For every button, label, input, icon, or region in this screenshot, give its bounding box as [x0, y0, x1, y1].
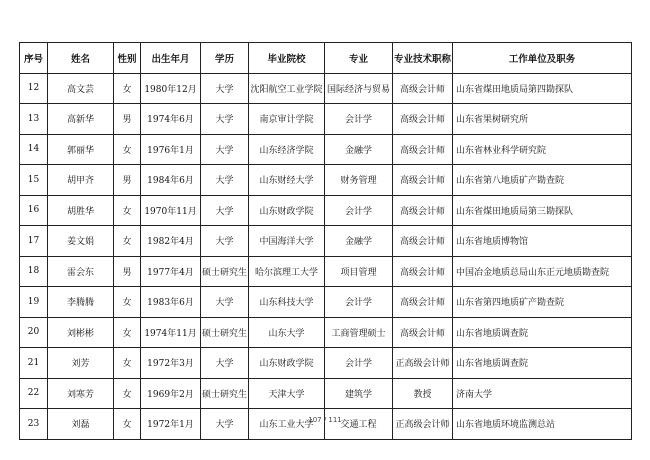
gender-cell: 男: [114, 104, 141, 135]
title-cell: 高级会计师: [393, 195, 453, 226]
name-cell: 高文芸: [48, 73, 114, 104]
column-header-birth: 出生年月: [141, 43, 201, 74]
table-body: [20, 73, 632, 439]
title-cell: 高级会计师: [393, 134, 453, 165]
header-row: [20, 43, 632, 74]
education-cell: 大学: [201, 134, 249, 165]
title-cell: 高级会计师: [393, 73, 453, 104]
birth-cell: 1974年11月: [141, 317, 201, 348]
title-cell: 高级会计师: [393, 226, 453, 257]
name-cell: 胡甲齐: [48, 165, 114, 196]
gender-cell: 女: [114, 287, 141, 318]
table-row: [20, 287, 632, 318]
education-cell: 大学: [201, 165, 249, 196]
table-row: [20, 104, 632, 135]
workplace-cell: 中国冶金地质总局山东正元地质勘查院: [453, 256, 632, 287]
major-cell: 会计学: [325, 104, 393, 135]
title-cell: 高级会计师: [393, 165, 453, 196]
name-cell: 胡胜华: [48, 195, 114, 226]
workplace-cell: 山东省地质调查院: [453, 348, 632, 379]
birth-cell: 1982年4月: [141, 226, 201, 257]
birth-cell: 1980年12月: [141, 73, 201, 104]
major-cell: 建筑学: [325, 378, 393, 409]
workplace-cell: 山东省地质环境监测总站: [453, 409, 632, 440]
seq-cell: 16: [20, 195, 48, 226]
birth-cell: 1984年6月: [141, 165, 201, 196]
table-row: [20, 226, 632, 257]
name-cell: 刘彬彬: [48, 317, 114, 348]
name-cell: 姜文娟: [48, 226, 114, 257]
gender-cell: 女: [114, 317, 141, 348]
major-cell: 会计学: [325, 348, 393, 379]
name-cell: 刘寒芳: [48, 378, 114, 409]
table-row: [20, 73, 632, 104]
column-header-name: 姓名: [48, 43, 114, 74]
column-header-school: 毕业院校: [249, 43, 325, 74]
column-header-workplace: 工作单位及职务: [453, 43, 632, 74]
title-cell: 正高级会计师: [393, 409, 453, 440]
title-cell: 正高级会计师: [393, 348, 453, 379]
seq-cell: 13: [20, 104, 48, 135]
seq-cell: 21: [20, 348, 48, 379]
major-cell: 国际经济与贸易: [325, 73, 393, 104]
major-cell: 会计学: [325, 195, 393, 226]
gender-cell: 女: [114, 348, 141, 379]
table-row: [20, 134, 632, 165]
school-cell: 中国海洋大学: [249, 226, 325, 257]
major-cell: 金融学: [325, 226, 393, 257]
school-cell: 山东工业大学: [249, 409, 325, 440]
education-cell: 大学: [201, 348, 249, 379]
major-cell: 会计学: [325, 287, 393, 318]
column-header-gender: 性别: [114, 43, 141, 74]
table-row: [20, 378, 632, 409]
workplace-cell: 山东省林业科学研究院: [453, 134, 632, 165]
gender-cell: 男: [114, 256, 141, 287]
table-row: [20, 256, 632, 287]
seq-cell: 14: [20, 134, 48, 165]
seq-cell: 22: [20, 378, 48, 409]
seq-cell: 23: [20, 409, 48, 440]
column-header-education: 学历: [201, 43, 249, 74]
education-cell: 大学: [201, 287, 249, 318]
workplace-cell: 山东省地质博物馆: [453, 226, 632, 257]
seq-cell: 19: [20, 287, 48, 318]
title-cell: 高级会计师: [393, 287, 453, 318]
table-row: [20, 317, 632, 348]
table-row: [20, 195, 632, 226]
gender-cell: 男: [114, 165, 141, 196]
column-header-major: 专业: [325, 43, 393, 74]
gender-cell: 女: [114, 134, 141, 165]
column-header-title: 专业技术职称: [393, 43, 453, 74]
workplace-cell: 山东省第四地质矿产勘查院: [453, 287, 632, 318]
name-cell: 刘磊: [48, 409, 114, 440]
education-cell: 大学: [201, 409, 249, 440]
birth-cell: 1977年4月: [141, 256, 201, 287]
workplace-cell: 山东省第八地质矿产勘查院: [453, 165, 632, 196]
title-cell: 教授: [393, 378, 453, 409]
seq-cell: 12: [20, 73, 48, 104]
seq-cell: 18: [20, 256, 48, 287]
school-cell: 山东财政学院: [249, 348, 325, 379]
school-cell: 山东经济学院: [249, 134, 325, 165]
title-cell: 高级会计师: [393, 104, 453, 135]
name-cell: 刘芳: [48, 348, 114, 379]
education-cell: 大学: [201, 73, 249, 104]
major-cell: 项目管理: [325, 256, 393, 287]
major-cell: 金融学: [325, 134, 393, 165]
school-cell: 山东财政学院: [249, 195, 325, 226]
gender-cell: 女: [114, 409, 141, 440]
education-cell: 硕士研究生: [201, 317, 249, 348]
table-row: [20, 348, 632, 379]
workplace-cell: 济南大学: [453, 378, 632, 409]
seq-cell: 15: [20, 165, 48, 196]
birth-cell: 1974年6月: [141, 104, 201, 135]
education-cell: 大学: [201, 195, 249, 226]
education-cell: 硕士研究生: [201, 378, 249, 409]
birth-cell: 1970年11月: [141, 195, 201, 226]
title-cell: 高级会计师: [393, 317, 453, 348]
name-cell: 李腾腾: [48, 287, 114, 318]
school-cell: 天津大学: [249, 378, 325, 409]
major-cell: 财务管理: [325, 165, 393, 196]
school-cell: 山东科技大学: [249, 287, 325, 318]
school-cell: 山东大学: [249, 317, 325, 348]
major-cell: 工商管理硕士: [325, 317, 393, 348]
gender-cell: 女: [114, 226, 141, 257]
gender-cell: 女: [114, 195, 141, 226]
school-cell: 山东财经大学: [249, 165, 325, 196]
education-cell: 硕士研究生: [201, 256, 249, 287]
birth-cell: 1969年2月: [141, 378, 201, 409]
title-cell: 高级会计师: [393, 256, 453, 287]
column-header-seq: 序号: [20, 43, 48, 74]
page-number: 107 / 111: [308, 416, 342, 424]
school-cell: 哈尔滨理工大学: [249, 256, 325, 287]
education-cell: 大学: [201, 226, 249, 257]
major-cell: 交通工程: [325, 409, 393, 440]
personnel-table: [19, 42, 632, 440]
seq-cell: 20: [20, 317, 48, 348]
gender-cell: 女: [114, 378, 141, 409]
birth-cell: 1972年1月: [141, 409, 201, 440]
name-cell: 郭丽华: [48, 134, 114, 165]
birth-cell: 1976年1月: [141, 134, 201, 165]
school-cell: 南京审计学院: [249, 104, 325, 135]
gender-cell: 女: [114, 73, 141, 104]
name-cell: 高新华: [48, 104, 114, 135]
workplace-cell: 山东省果树研究所: [453, 104, 632, 135]
workplace-cell: 山东省地质调查院: [453, 317, 632, 348]
school-cell: 沈阳航空工业学院: [249, 73, 325, 104]
seq-cell: 17: [20, 226, 48, 257]
birth-cell: 1972年3月: [141, 348, 201, 379]
workplace-cell: 山东省煤田地质局第三勘探队: [453, 195, 632, 226]
name-cell: 雷会东: [48, 256, 114, 287]
table-row: [20, 165, 632, 196]
workplace-cell: 山东省煤田地质局第四勘探队: [453, 73, 632, 104]
birth-cell: 1983年6月: [141, 287, 201, 318]
education-cell: 大学: [201, 104, 249, 135]
